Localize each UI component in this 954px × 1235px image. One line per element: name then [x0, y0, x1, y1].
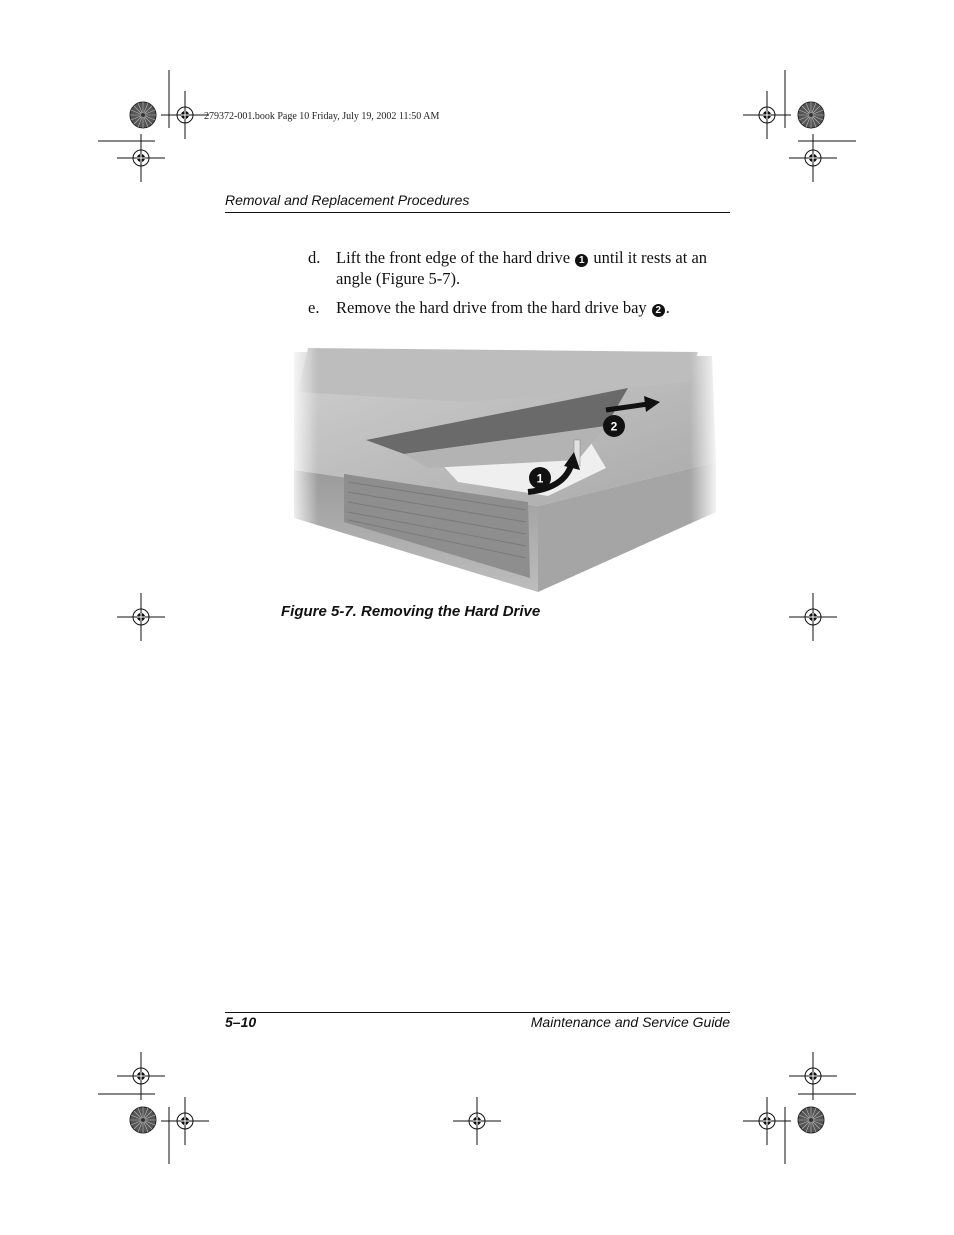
step-e: [308, 297, 728, 319]
hard-drive-removal-illustration: [288, 342, 720, 598]
callout-2-icon: 2: [652, 304, 665, 317]
step-text: [336, 297, 728, 318]
running-head: Removal and Replacement Procedures: [225, 192, 470, 208]
guide-title: Maintenance and Service Guide: [530, 1014, 730, 1030]
step-text: [336, 247, 728, 289]
figure-caption: Figure 5-7. Removing the Hard Drive: [281, 603, 541, 620]
step-d: [308, 247, 728, 291]
step-text-after: .: [665, 298, 670, 317]
footer-rule: [225, 1012, 730, 1013]
callout-1-icon: 1: [575, 254, 588, 267]
step-text-before: Lift the front edge of the hard drive: [336, 248, 571, 267]
step-letter: d.: [308, 248, 321, 267]
step-letter: e.: [308, 298, 320, 317]
figure-callout-1: 1: [536, 471, 544, 486]
step-text-before: Remove the hard drive from the hard drive bay: [336, 298, 647, 317]
header-rule: [225, 212, 730, 213]
figure-callout-2: 2: [610, 419, 618, 434]
step-text-after: until it rests at an angle (Figure 5-7).: [336, 248, 708, 288]
page-number: 5–10: [225, 1014, 257, 1030]
book-info-slug: 279372-001.book Page 10 Friday, July 19, 2002 11:50 AM: [204, 111, 440, 122]
